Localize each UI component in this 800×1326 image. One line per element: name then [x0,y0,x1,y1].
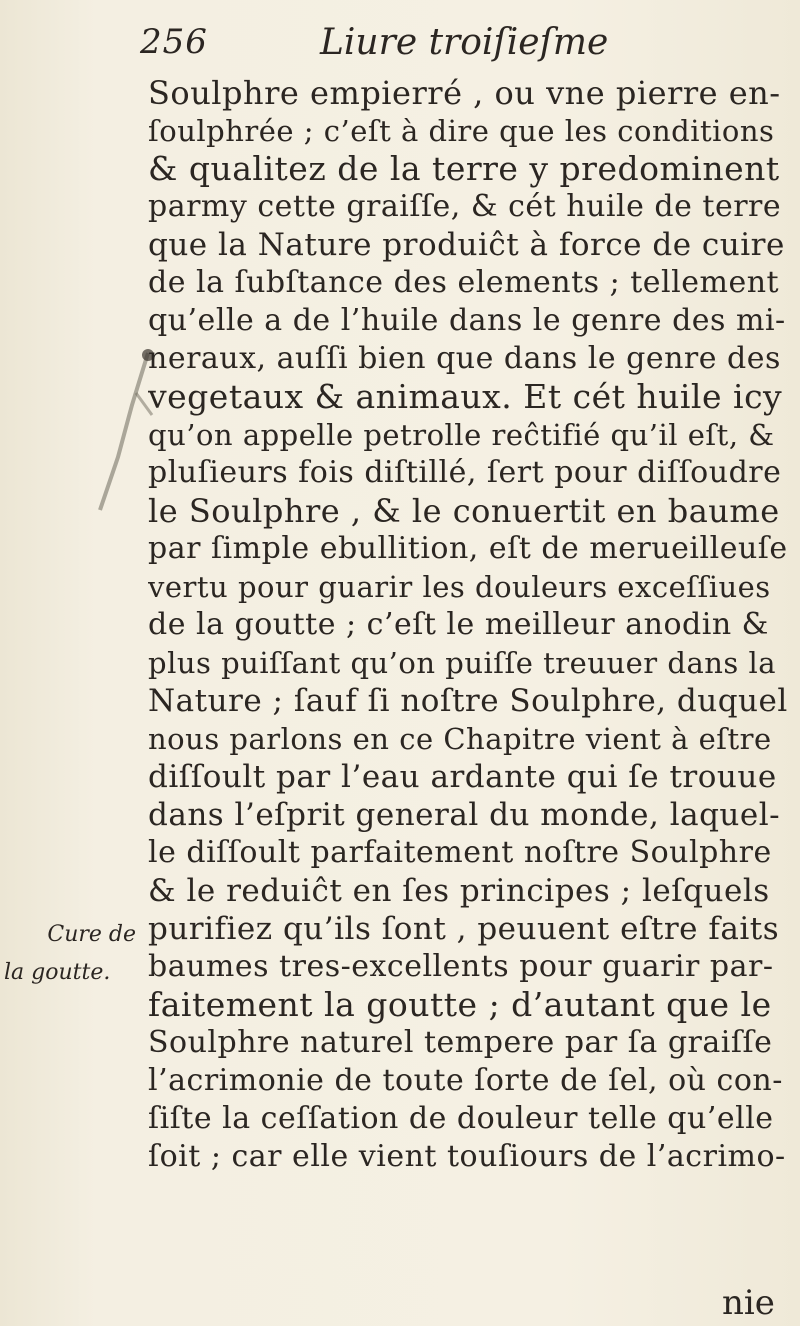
text-line: & le reduiĉt en ſes principes ; leſquels [148,873,770,909]
text-line: le diſſoult parfaitement noſtre Soulphre [148,835,772,870]
text-line: parmy cette graiſſe, & cét huile de terre [148,189,782,224]
catchword: nie [722,1283,775,1323]
text-line: vertu pour guarir les douleurs exceſſiues [148,570,771,604]
text-line: pluſieurs fois diſtillé, ſert pour diſſoudre [148,455,782,490]
text-line: vegetaux & animaux. Et cét huile icy [148,378,783,416]
text-line: le Soulphre , & le conuertit en baume [148,492,780,530]
running-head: Liure troiſieſme [320,22,609,63]
text-line: & qualitez de la terre y predominent [148,150,780,188]
text-line: neraux, auſſi bien que dans le genre des [148,341,781,376]
text-line: par ſimple ebullition, eſt de merueilleuſe [148,531,788,566]
text-line: Soulphre naturel tempere par ſa graiſſe [148,1025,773,1060]
text-line: de la ſubſtance des elements ; tellement [148,265,780,300]
margin-note-line: la goutte. [4,960,111,985]
page-header [0,18,800,74]
text-line: ſoit ; car elle vient touſiours de l’acrimo- [148,1139,786,1174]
text-line: ſiſte la ceſſation de douleur telle qu’elle [148,1101,774,1136]
text-line: dans l’eſprit general du monde, laquel- [148,797,781,833]
text-line: purifiez qu’ils ſont , peuuent eſtre faits [148,911,780,947]
ink-stain-mark [60,345,155,520]
text-line: Nature ; ſauf ſi noſtre Soulphre, duquel [148,683,788,719]
text-line: nous parlons en ce Chapitre vient à eſtre [148,722,772,756]
margin-note [4,916,142,992]
text-line: ſoulphrée ; c’eſt à dire que les conditions [148,114,775,148]
text-line: plus puiſſant qu’on puiſſe treuuer dans la [148,646,777,680]
text-line: qu’elle a de l’huile dans le genre des mi- [148,303,786,338]
margin-note-line: Cure de [47,922,136,947]
page-number: 256 [140,22,208,62]
text-line: faitement la goutte ; d’autant que le [148,986,772,1024]
text-line: de la goutte ; c’eſt le meilleur anodin & [148,607,769,642]
text-line: l’acrimonie de toute ſorte de ſel, où con- [148,1063,783,1098]
text-line: diſſoult par l’eau ardante qui ſe trouue [148,759,777,795]
body-text [148,74,788,1176]
text-line: que la Nature produiĉt à force de cuire [148,227,785,263]
text-line: qu’on appelle petrolle reĉtifié qu’il eſt, & [148,418,775,452]
text-line: baumes tres-excellents pour guarir par- [148,949,774,984]
text-line: Soulphre empierré , ou vne pierre en- [148,74,781,112]
